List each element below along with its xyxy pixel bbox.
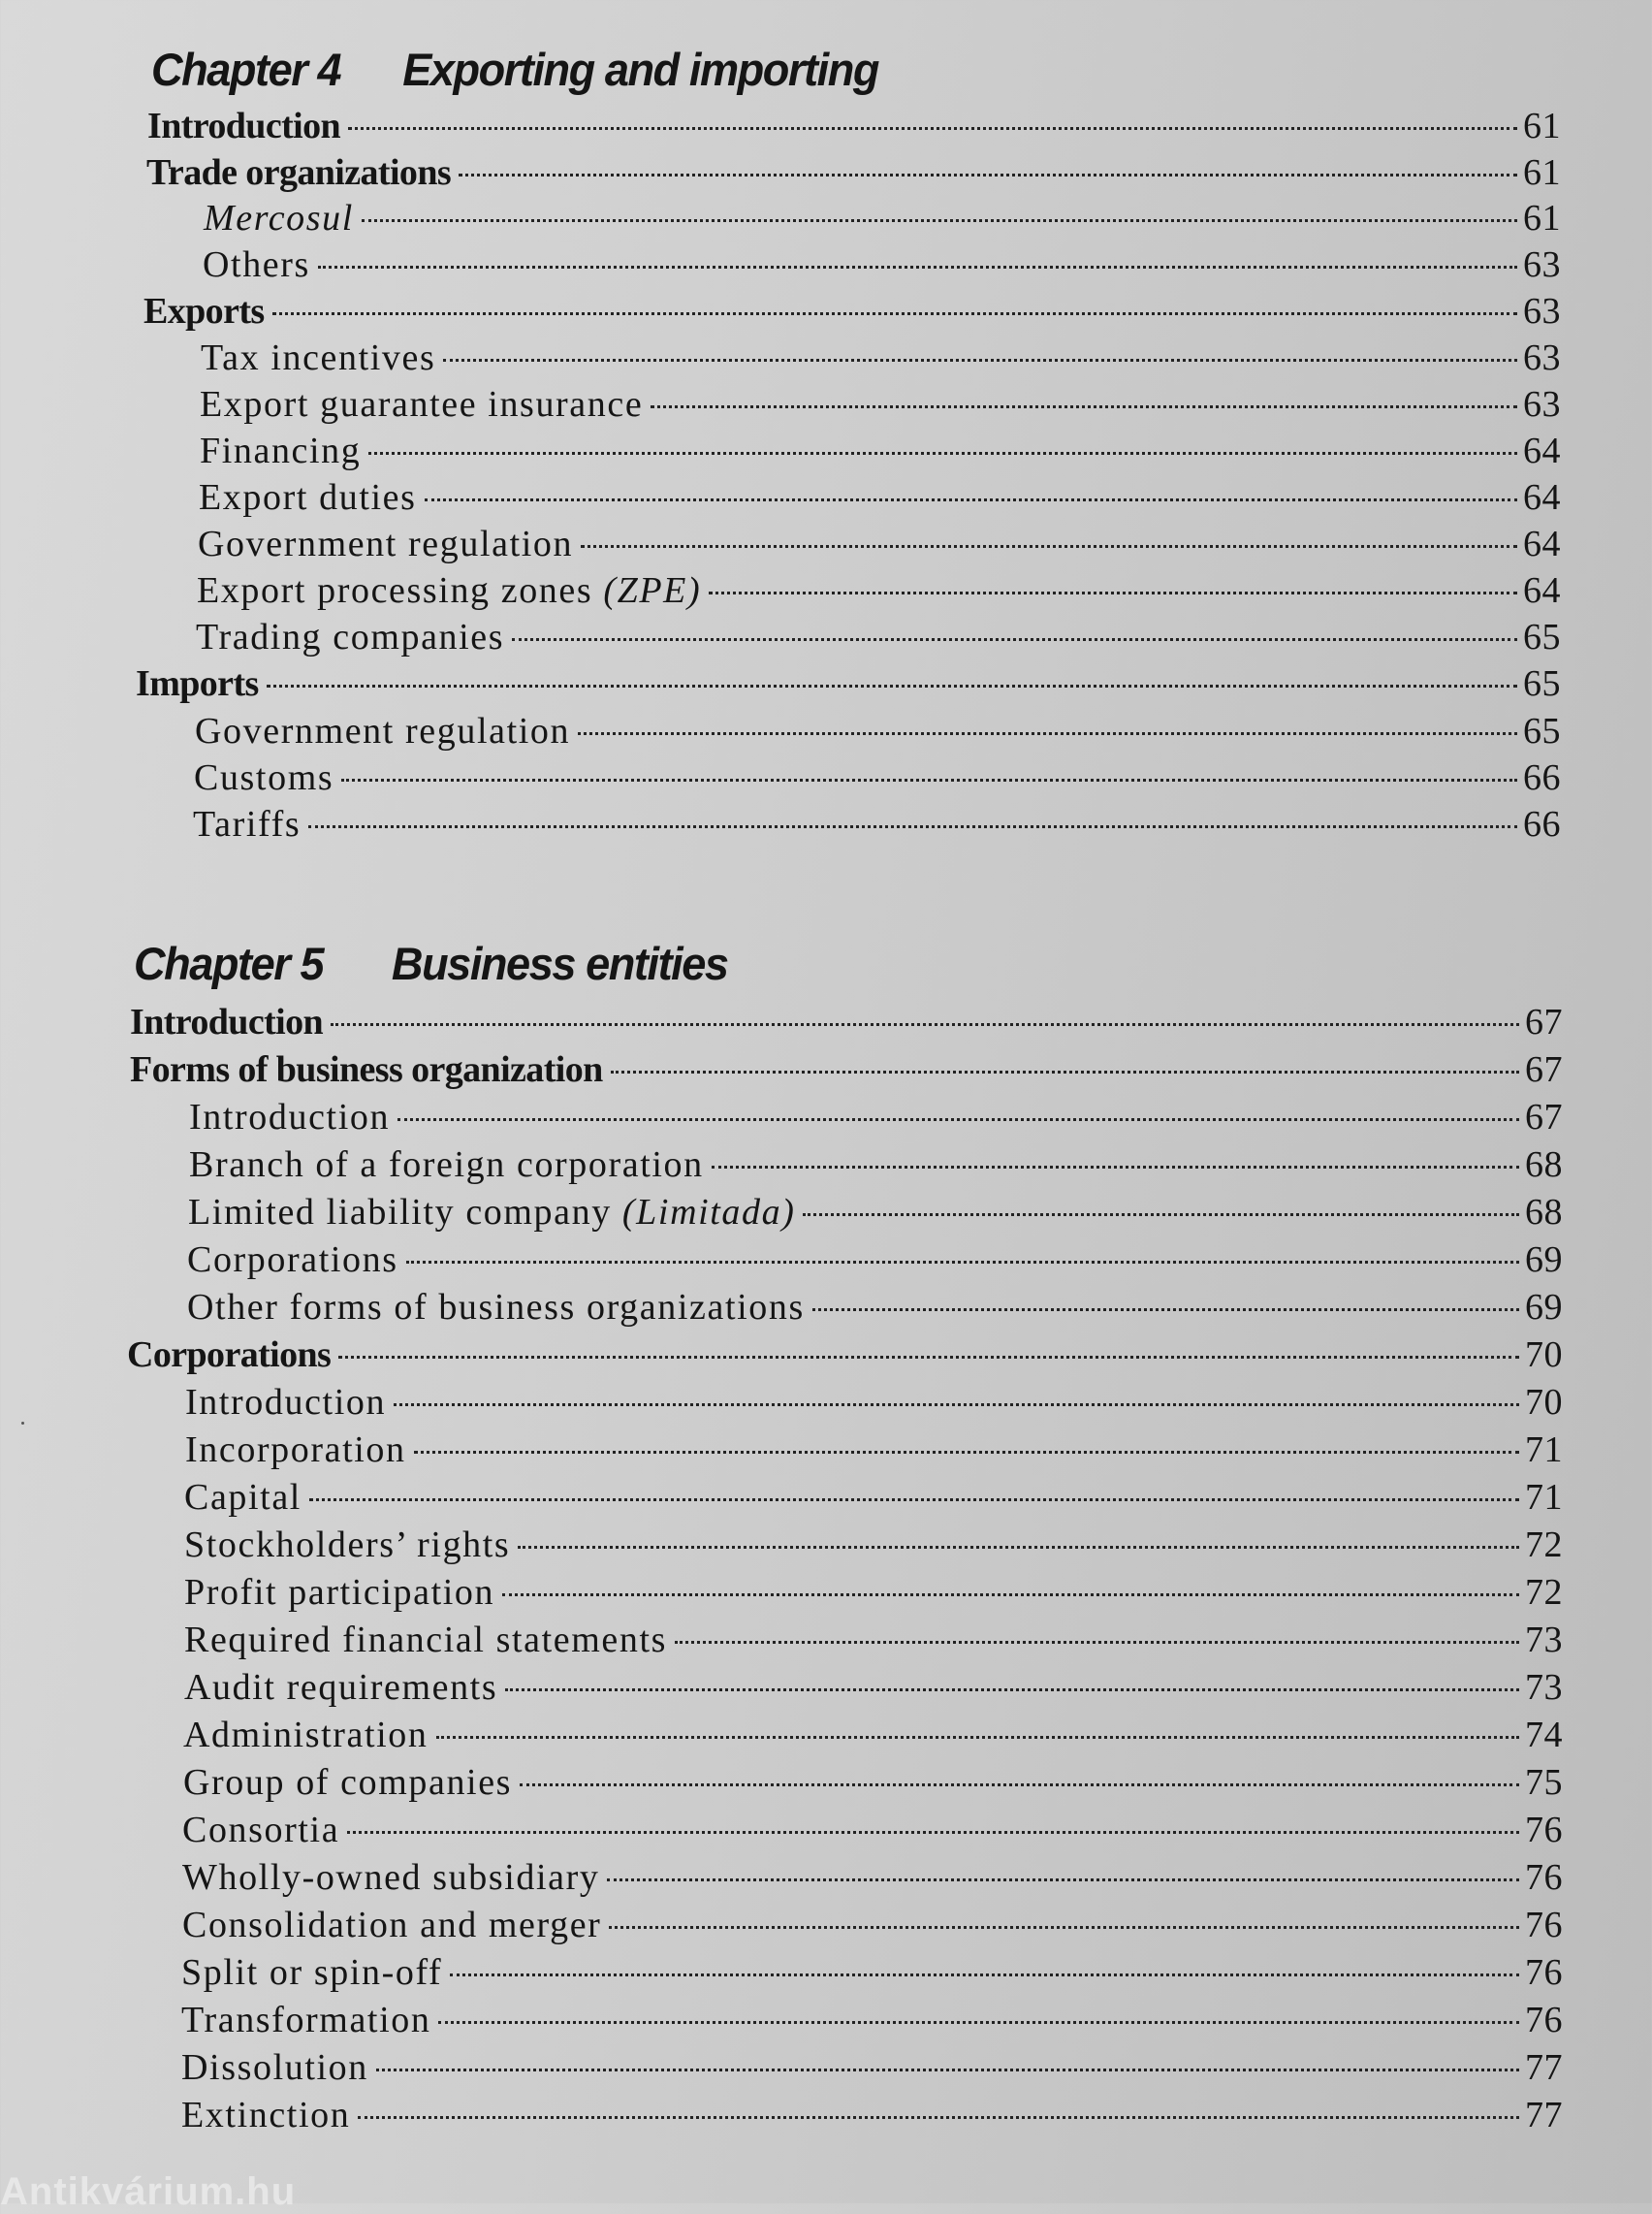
toc-entry [197,567,1561,614]
entry-label: Required financial statements [184,1620,668,1660]
page-number: 64 [1523,524,1561,564]
page-number: 63 [1523,337,1561,378]
toc-entry [136,660,1561,707]
leader-dots [436,1736,1520,1739]
toc-entry [189,1141,1563,1188]
entry-label: Trading companies [196,617,505,658]
page-number: 66 [1523,757,1561,798]
toc-entry [196,614,1561,660]
toc-entry [187,1236,1563,1283]
page-number: 63 [1523,291,1561,332]
page-number: 77 [1525,2095,1563,2135]
toc-entry [130,1046,1563,1093]
page-number: 76 [1525,1905,1563,1945]
page-number: 69 [1525,1239,1563,1280]
page-number: 63 [1523,244,1561,285]
leader-dots [581,545,1517,548]
entry-label: Split or spin-off [181,1952,443,1993]
watermark: Antikvárium.hu [0,2170,297,2213]
page-number: 67 [1525,1049,1563,1090]
leader-dots [443,359,1517,362]
page-number: 76 [1525,1952,1563,1993]
entry-label: Other forms of business organizations [187,1287,805,1328]
page-number: 61 [1523,198,1561,239]
page-number: 76 [1525,1857,1563,1898]
leader-dots [607,1878,1519,1881]
toc-entry [184,1617,1563,1663]
leader-dots [505,1688,1519,1691]
entry-label: Government regulation [198,524,574,564]
leader-dots [578,732,1517,735]
leader-dots [397,1118,1519,1121]
toc-entry [181,1949,1563,1996]
entry-label: Transformation [181,2000,431,2040]
toc-entry [203,241,1561,288]
page-number: 73 [1525,1667,1563,1708]
entry-label: Tax incentives [201,337,436,378]
page-number: 64 [1523,477,1561,518]
entry-label: Dissolution [181,2047,368,2088]
dust-speck [21,1422,24,1425]
entry-label: Wholly-owned subsidiary [182,1857,600,1898]
page-number: 74 [1525,1715,1563,1755]
page-number: 65 [1523,663,1561,704]
entry-label: Export duties [199,477,417,518]
entry-text: Limited liability company [188,1192,612,1233]
leader-dots [309,1498,1519,1501]
leader-dots [812,1308,1519,1311]
entry-label: Others [203,244,310,285]
leader-dots [520,1783,1519,1786]
toc-entry [200,428,1561,474]
toc-entry [182,1807,1563,1853]
toc-entry [199,474,1561,521]
toc-entry [194,754,1561,801]
leader-dots [414,1451,1519,1454]
entry-label: Profit participation [184,1572,495,1613]
toc-entry [181,2044,1563,2091]
toc-entry [185,1379,1563,1426]
entry-label: Extinction [181,2095,351,2135]
entry-label: Group of companies [183,1762,513,1803]
toc-entry [127,1332,1563,1378]
entry-label: Branch of a foreign corporation [189,1144,704,1185]
leader-dots [651,405,1517,408]
chapter-title: Exporting and importing [402,44,878,95]
entry-label: Imports [136,663,259,704]
entry-label: Consolidation and merger [182,1905,602,1945]
leader-dots [341,779,1517,782]
leader-dots [438,2021,1519,2024]
page-number: 76 [1525,1810,1563,1850]
leader-dots [675,1641,1519,1644]
chapter-label: Chapter 5 [134,938,324,989]
leader-dots [348,127,1517,130]
toc-entry [195,708,1561,754]
entry-label: Introduction [147,106,341,146]
page-number: 67 [1525,1097,1563,1138]
entry-label: Export guarantee insurance [200,384,644,425]
entry-text: Export processing zones [197,570,593,611]
entry-label: Audit requirements [184,1667,498,1708]
leader-dots [459,174,1517,176]
page-number: 76 [1525,2000,1563,2040]
toc-entry [182,1902,1563,1948]
toc-entry [204,195,1561,241]
entry-label: Customs [194,757,334,798]
toc-entry [183,1712,1563,1758]
leader-dots [712,1166,1519,1169]
entry-label: Government regulation [195,711,571,752]
leader-dots [709,592,1517,594]
toc-entry [146,149,1561,196]
page-number: 61 [1523,106,1561,146]
leader-dots [376,2069,1519,2071]
page-number: 71 [1525,1477,1563,1518]
leader-dots [267,685,1517,688]
toc-entry [143,288,1561,335]
page-number: 70 [1525,1382,1563,1423]
toc-entry [198,521,1561,567]
page-number: 77 [1525,2047,1563,2088]
chapter-4-heading [151,43,878,96]
toc-entry [147,103,1561,149]
page-number: 68 [1525,1144,1563,1185]
toc-entry [130,999,1563,1045]
toc-entry [184,1474,1563,1521]
leader-dots [368,452,1517,455]
entry-label: Introduction [185,1382,387,1423]
entry-label: Exports [143,291,265,332]
leader-dots [450,1973,1519,1976]
entry-abbreviation: (Limitada) [621,1192,796,1233]
leader-dots [362,219,1517,222]
entry-label: Corporations [127,1334,332,1375]
toc-entry [183,1759,1563,1806]
leader-dots [318,266,1517,269]
page-number: 72 [1525,1572,1563,1613]
page-number: 69 [1525,1287,1563,1328]
leader-dots [272,312,1517,315]
leader-dots [512,638,1517,641]
toc-entry [185,1427,1563,1473]
entry-label: Tariffs [193,804,302,845]
page-number: 65 [1523,617,1561,658]
page-number: 73 [1525,1620,1563,1660]
leader-dots [358,2116,1519,2119]
leader-dots [611,1071,1519,1074]
entry-label: Introduction [189,1097,391,1138]
entry-label [197,567,701,614]
entry-label: Stockholders’ rights [184,1524,511,1565]
page-number: 64 [1523,570,1561,611]
entry-label: Corporations [187,1239,398,1280]
page-number: 75 [1525,1762,1563,1803]
page-number: 61 [1523,152,1561,193]
leader-dots [425,498,1518,501]
leader-dots [308,825,1517,828]
chapter-title: Business entities [391,938,728,989]
page-number: 67 [1525,1002,1563,1043]
entry-label: Incorporation [185,1429,406,1470]
page-number: 72 [1525,1524,1563,1565]
page-number: 64 [1523,431,1561,471]
leader-dots [394,1403,1519,1406]
page-number: 63 [1523,384,1561,425]
toc-entry [189,1094,1563,1140]
entry-label: Mercosul [204,198,354,239]
leader-dots [331,1023,1519,1026]
chapter-label: Chapter 4 [151,44,341,95]
toc-entry [201,335,1561,381]
leader-dots [518,1546,1519,1549]
leader-dots [347,1831,1519,1834]
entry-abbreviation: (ZPE) [603,570,702,611]
entry-label: Administration [183,1715,429,1755]
toc-entry [181,2092,1563,2138]
toc-entry [184,1522,1563,1568]
entry-label: Consortia [182,1810,340,1850]
toc-entry [188,1189,1563,1235]
page-number: 66 [1523,804,1561,845]
leader-dots [609,1926,1519,1929]
entry-label: Forms of business organization [130,1049,603,1090]
leader-dots [803,1213,1519,1216]
toc-entry [184,1569,1563,1616]
page-number: 70 [1525,1334,1563,1375]
leader-dots [338,1356,1519,1359]
toc-entry [184,1664,1563,1711]
entry-label: Financing [200,431,362,471]
entry-label [188,1189,795,1235]
toc-entry [181,1997,1563,2043]
toc-entry [182,1854,1563,1901]
entry-label: Capital [184,1477,302,1518]
toc-entry [193,801,1561,848]
entry-label: Introduction [130,1002,324,1043]
leader-dots [502,1593,1519,1596]
page-number: 71 [1525,1429,1563,1470]
leader-dots [406,1261,1519,1264]
chapter-5-heading [134,937,728,990]
toc-entry [200,381,1561,428]
page-number: 65 [1523,711,1561,752]
page-number: 68 [1525,1192,1563,1233]
entry-label: Trade organizations [146,152,452,193]
toc-entry [187,1284,1563,1331]
